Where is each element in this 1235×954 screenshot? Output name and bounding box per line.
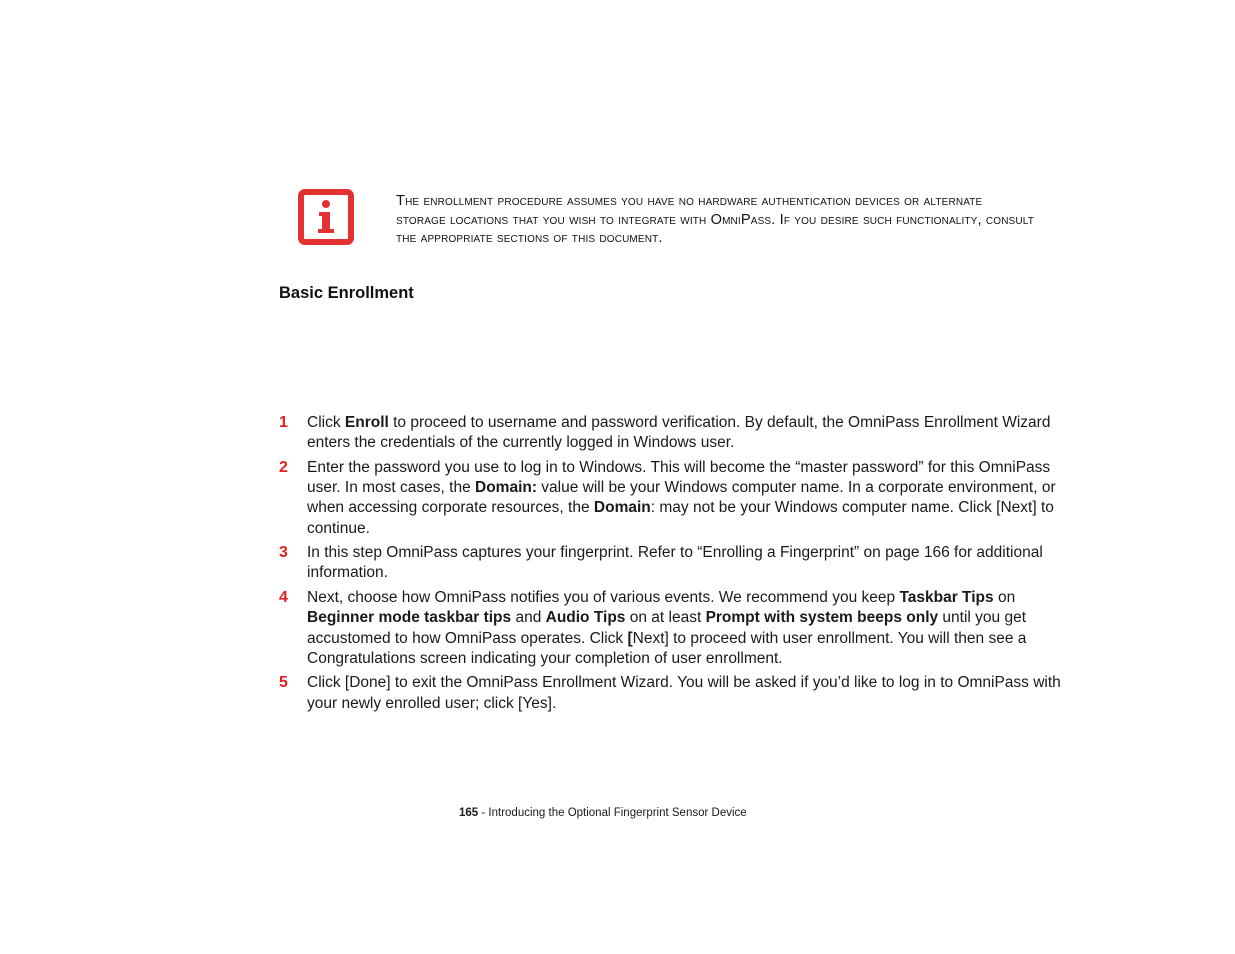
step-number: 1 — [279, 414, 288, 431]
step-text — [307, 414, 1050, 451]
page-footer — [459, 807, 747, 819]
step-item — [279, 543, 1069, 583]
step-item — [279, 413, 1069, 453]
section-heading: Basic Enrollment — [279, 284, 414, 302]
step-run: Next, choose how OmniPass notifies you of various events. We recommend you keep — [307, 589, 900, 607]
step-item — [279, 673, 1069, 713]
step-run: and — [511, 609, 546, 627]
step-text — [307, 674, 1061, 711]
steps-list — [279, 413, 1069, 718]
step-emphasis: Prompt with system beeps only — [705, 609, 939, 627]
step-item — [279, 458, 1069, 539]
step-emphasis: Enroll — [344, 414, 389, 431]
info-glyph — [304, 195, 348, 239]
step-run: Next] to proceed with user enrollment. You will then see a Congratulations screen indicating your completion of user enrollment. — [307, 629, 1027, 667]
step-text — [307, 544, 1043, 581]
step-run: on at least — [625, 609, 706, 627]
step-run: until you get accustomed to how OmniPass operates. Click — [307, 609, 1027, 647]
step-emphasis: Audio Tips — [545, 609, 626, 627]
step-text — [307, 459, 1056, 537]
step-number: 2 — [279, 458, 288, 476]
page-number: 165 — [459, 807, 479, 819]
step-run: value will be your Windows computer name. In a corporate environment, or when accessing corporate resources, the — [307, 479, 1056, 517]
note-text: The enrollment procedure assumes you have no hardware authentication devices or alternate storage locations that you wish to integrate with OmniPass. If you desire such functionality, consult the appropriate sections of this document. — [396, 193, 1034, 246]
step-number: 3 — [279, 544, 288, 562]
step-run: on — [993, 589, 1016, 607]
info-icon — [298, 189, 354, 245]
step-number: 5 — [279, 674, 288, 692]
step-emphasis: Taskbar Tips — [899, 589, 994, 607]
step-emphasis: Beginner mode taskbar tips — [307, 609, 512, 627]
step-emphasis: [ — [627, 629, 633, 647]
step-run: : may not be your Windows computer name. Click [Next] to continue. — [307, 499, 1054, 537]
footer-separator: - — [478, 807, 489, 819]
step-run: Click — [307, 414, 345, 431]
step-text — [307, 589, 1026, 667]
step-emphasis: Domain — [593, 499, 651, 517]
step-emphasis: Domain: — [475, 479, 537, 497]
step-item — [279, 588, 1069, 669]
step-run: In this step OmniPass captures your fingerprint. Refer to “Enrolling a Fingerprint” on page 166 for additional information. — [307, 544, 1043, 582]
chapter-title: Introducing the Optional Fingerprint Sensor Device — [488, 807, 747, 819]
step-run: Enter the password you use to log in to Windows. This will become the “master password” for this OmniPass user. In most cases, the — [307, 458, 1051, 497]
step-number: 4 — [279, 589, 288, 607]
step-run: to proceed to username and password verification. By default, the OmniPass Enrollment Wizard enters the credentials of the currently logged in Windows user. — [307, 414, 1051, 452]
step-run: Click [Done] to exit the OmniPass Enrollment Wizard. You will be asked if you’d like to log in to OmniPass with your newly enrolled user; click [Yes]. — [307, 674, 1061, 712]
